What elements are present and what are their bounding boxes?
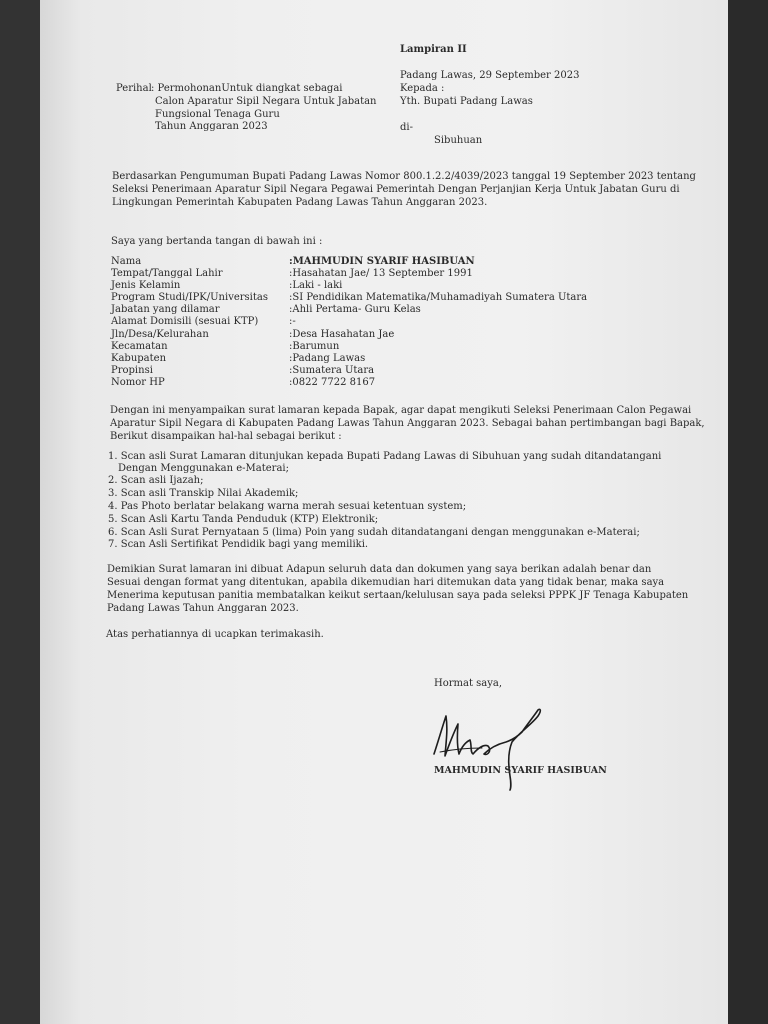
attachment-heading: Lampiran II	[400, 44, 467, 55]
identity-value-study: :SI Pendidikan Matematika/Muhamadiyah Sumatera Utara	[289, 292, 588, 303]
identity-value-province: :Sumatera Utara	[289, 365, 375, 376]
subject-line-1: : PermohonanUntuk diangkat sebagai	[151, 83, 343, 94]
submission-line-1: Dengan ini menyampaikan surat lamaran kepada Bapak, agar dapat mengikuti Seleksi Penerimaan Calon Pegawai	[110, 405, 692, 416]
identity-label-regency: Kabupaten	[111, 353, 167, 364]
identity-label-birth: Tempat/Tanggal Lahir	[111, 268, 223, 279]
attachment-item: 6. Scan Asli Surat Pernyataan 5 (lima) Poin yang sudah ditandatangani dengan menggunakan e-Materai;	[108, 527, 640, 538]
attachment-item-continuation: Dengan Menggunakan e-Materai;	[118, 463, 289, 474]
intro-line-2: Seleksi Penerimaan Aparatur Sipil Negara Pegawai Pemerintah Dengan Perjanjian Kerja Untuk Jabatan Guru di	[112, 184, 680, 195]
subject-line-3: Fungsional Tenaga Guru	[155, 109, 280, 120]
identity-label-name: Nama	[111, 256, 142, 267]
subject-line-4: Tahun Anggaran 2023	[155, 121, 268, 132]
identity-label-village: Jln/Desa/Kelurahan	[111, 329, 209, 340]
identity-label-address: Alamat Domisili (sesuai KTP)	[111, 316, 259, 327]
identity-value-position: :Ahli Pertama- Guru Kelas	[289, 304, 421, 315]
closing-line-2: Sesuai dengan format yang ditentukan, apabila dikemudian hari ditemukan data yang tidak benar, maka saya	[107, 577, 665, 588]
intro-line-1: Berdasarkan Pengumuman Bupati Padang Lawas Nomor 800.1.2.2/4039/2023 tanggal 19 September 2023 tentang	[112, 171, 696, 182]
identity-value-district: :Barumun	[289, 341, 340, 352]
identity-value-name: :MAHMUDIN SYARIF HASIBUAN	[289, 256, 475, 267]
location-prefix: di-	[400, 122, 413, 133]
identity-value-address: :-	[289, 316, 296, 327]
handwritten-signature	[426, 702, 556, 792]
thanks-line: Atas perhatiannya di ucapkan terimakasih.	[106, 629, 324, 640]
closing-line-1: Demikian Surat lamaran ini dibuat Adapun seluruh data dan dokumen yang saya berikan adalah benar dan	[107, 564, 652, 575]
submission-line-3: Berikut disampaikan hal-hal sebagai berikut :	[110, 431, 342, 442]
identity-value-phone: :0822 7722 8167	[289, 377, 376, 388]
identity-value-birth: :Hasahatan Jae/ 13 September 1991	[289, 268, 473, 279]
left-background	[0, 0, 40, 1024]
attachment-item: 5. Scan Asli Kartu Tanda Penduduk (KTP) Elektronik;	[108, 514, 379, 525]
subject-line-2: Calon Aparatur Sipil Negara Untuk Jabatan	[155, 96, 377, 107]
signatory-name: MAHMUDIN SYARIF HASIBUAN	[434, 765, 607, 776]
identity-label-district: Kecamatan	[111, 341, 168, 352]
identity-label-study: Program Studi/IPK/Universitas	[111, 292, 268, 303]
submission-line-2: Aparatur Sipil Negara di Kabupaten Padang Lawas Tahun Anggaran 2023. Sebagai bahan pertimbangan bagi Bapak,	[110, 418, 705, 429]
identity-label-phone: Nomor HP	[111, 377, 165, 388]
right-background	[728, 0, 768, 1024]
attachment-item: 1. Scan asli Surat Lamaran ditunjukan kepada Bupati Padang Lawas di Sibuhuan yang sudah ditandatangani	[108, 451, 662, 462]
place-date: Padang Lawas, 29 September 2023	[400, 70, 580, 81]
undersigned-statement: Saya yang bertanda tangan di bawah ini :	[111, 236, 323, 247]
identity-label-province: Propinsi	[111, 365, 153, 376]
attachment-item: 2. Scan asli Ijazah;	[108, 475, 204, 486]
attachment-item: 7. Scan Asli Sertifikat Pendidik bagi yang memiliki.	[108, 539, 369, 550]
subject-label: Perihal	[116, 83, 152, 94]
to-label: Kepada :	[400, 83, 445, 94]
attachment-item: 4. Pas Photo berlatar belakang warna merah sesuai ketentuan system;	[108, 501, 467, 512]
identity-label-position: Jabatan yang dilamar	[111, 304, 220, 315]
identity-value-regency: :Padang Lawas	[289, 353, 366, 364]
identity-label-gender: Jenis Kelamin	[111, 280, 181, 291]
signature-greeting: Hormat saya,	[434, 678, 503, 689]
identity-value-gender: :Laki - laki	[289, 280, 343, 291]
attachment-item: 3. Scan asli Transkip Nilai Akademik;	[108, 488, 299, 499]
identity-value-village: :Desa Hasahatan Jae	[289, 329, 395, 340]
closing-line-4: Padang Lawas Tahun Anggaran 2023.	[107, 603, 299, 614]
intro-line-3: Lingkungan Pemerintah Kabupaten Padang Lawas Tahun Anggaran 2023.	[112, 197, 488, 208]
recipient-city: Sibuhuan	[434, 135, 483, 146]
recipient: Yth. Bupati Padang Lawas	[400, 96, 533, 107]
closing-line-3: Menerima keputusan panitia membatalkan keikut sertaan/kelulusan saya pada seleksi PPPK JF Tenaga Kabupaten	[107, 590, 689, 601]
